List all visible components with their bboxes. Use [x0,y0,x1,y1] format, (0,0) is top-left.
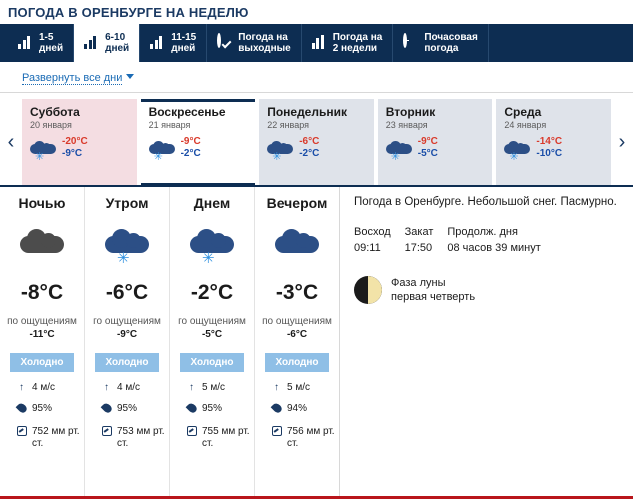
tab-11-15-days[interactable] [140,24,207,62]
period-temp: -2°C [190,281,234,304]
tab-11-15-days-label-top: 11-15 [171,32,197,43]
period-temp: -3°C [275,281,319,304]
period-night [0,187,84,496]
weather-description: Погода в Оренбурге. Небольшой снег. Пасмурно. [354,196,617,208]
period-temp: -6°C [105,281,149,304]
period-badge: Холодно [180,353,244,372]
period-feels-value: -9°C [116,329,138,340]
barometer-icon [271,426,282,440]
pressure-metric [186,426,250,450]
bars-icon [150,35,166,51]
tab-two-weeks-weather-label-top: Погода на [332,32,383,43]
sunset-value: 17:50 [404,242,433,254]
day-date: 21 января [148,120,191,130]
day-name: Понедельник [267,105,347,119]
cloud-icon [20,228,64,256]
tab-two-weeks-weather[interactable] [302,24,394,62]
day-high-temp: -9°C [417,136,438,147]
cloud-icon [275,228,319,256]
pressure-metric [271,426,335,450]
barometer-icon [186,426,197,440]
day-high-temp: -6°C [299,136,320,147]
wind-arrow-icon: ↑ [19,382,24,393]
period-badge: Холодно [10,353,74,372]
day-low-temp: -9°C [62,148,83,159]
period-columns [0,187,340,496]
wind-arrow-icon: ↑ [189,382,194,393]
sunrise-label: Восход [354,226,391,238]
wind-value: 4 м/с [117,382,140,393]
day-name: Среда [504,105,542,119]
tabbar [0,24,633,62]
tab-1-5-days-label-top: 1-5 [39,32,54,43]
prev-days-arrow[interactable]: ‹ [7,130,15,153]
wind-arrow-icon: ↑ [104,382,109,393]
cloud-snow-icon: ✳ [504,140,530,156]
wind-arrow-icon: ↑ [274,382,279,393]
period-evening [254,187,339,496]
daylength-value: 08 часов 39 минут [447,242,541,254]
pressure-metric [101,426,165,450]
wind-value: 5 м/с [202,382,225,393]
day-card-tuesday[interactable] [378,99,493,185]
humidity-value: 95% [117,403,138,414]
moon-label: Фаза луны [391,277,446,289]
tab-6-10-days[interactable] [74,24,140,62]
day-date: 22 января [267,120,310,130]
day-card-saturday[interactable] [22,99,137,185]
day-date: 23 января [385,120,428,130]
wind-metric [16,382,80,394]
tab-6-10-days-label-top: 6-10 [105,32,126,43]
day-card-sunday[interactable] [141,99,256,185]
day-name: Вторник [385,105,436,119]
day-low-temp: -2°C [299,148,320,159]
wind-metric [271,382,335,394]
barometer-icon [101,426,112,440]
moon-icon [354,276,382,304]
day-card-wednesday[interactable] [496,99,611,185]
humidity-metric [186,403,250,417]
water-drop-icon [16,403,27,417]
day-details-panel [0,185,633,496]
day-name: Суббота [30,105,80,119]
period-feels-value: -11°C [29,329,55,340]
cloud-snow-icon: ✳ [267,140,293,156]
day-strip [0,99,633,185]
page-title: ПОГОДА В ОРЕНБУРГЕ НА НЕДЕЛЮ [8,5,249,20]
day-name: Воскресенье [148,105,226,119]
humidity-metric [271,403,335,417]
pressure-value: 752 мм рт. ст. [32,426,80,449]
period-morning [84,187,169,496]
moon-phase [354,276,623,304]
sunset-label: Закат [404,226,434,238]
chevron-down-icon[interactable] [126,74,134,79]
weather-summary [340,187,633,496]
sunrise-value: 09:11 [354,242,381,254]
humidity-value: 95% [202,403,223,414]
bars-icon [312,35,328,51]
day-high-temp: -20°C [62,136,88,147]
humidity-metric [16,403,80,417]
bars-icon [18,35,34,51]
day-high-temp: -9°C [180,136,201,147]
day-high-temp: -14°C [536,136,563,147]
day-low-temp: -10°C [536,148,563,159]
day-cards [22,99,611,185]
period-title: Днем [193,195,231,211]
cloud-snow-icon: ✳ [386,140,412,156]
sunrise-column [354,226,391,254]
pressure-value: 753 мм рт. ст. [117,426,165,449]
bars-icon [84,35,100,51]
check-circle-icon [217,35,233,51]
period-temp: -8°C [20,281,64,304]
daylength-label: Продолж. дня [447,226,518,238]
day-low-temp: -2°C [180,148,201,159]
cloud-snow-icon: ✳ [190,228,234,256]
day-date: 20 января [30,120,72,130]
humidity-metric [101,403,165,417]
period-feels-label: по ощущениям [7,316,77,327]
wind-metric [101,382,165,394]
period-feels-label: го ощущениям [178,316,246,327]
cloud-snow-icon: ✳ [30,140,56,156]
tab-weekend-weather-label-top: Погода на [238,32,288,43]
period-feels-label: по ощущениям [262,316,332,327]
tab-1-5-days-label-bottom: дней [39,43,64,54]
day-date: 24 января [504,120,547,130]
water-drop-icon [101,403,112,417]
period-feels-value: -6°C [286,329,308,340]
next-days-arrow[interactable]: › [618,130,626,153]
tab-weekend-weather-label-bottom: выходные [238,43,291,54]
expand-all-days-link[interactable]: Развернуть все дни [22,72,123,84]
pressure-value: 756 мм рт. ст. [287,426,335,449]
tab-hourly-weather-label-top: Почасовая [424,32,478,43]
period-title: Утром [105,195,149,211]
day-card-monday[interactable] [259,99,374,185]
cloud-snow-icon: ✳ [149,140,175,156]
wind-metric [186,382,250,394]
pressure-metric [16,426,80,450]
clock-icon [403,35,419,51]
expand-row [0,62,633,93]
period-day [169,187,254,496]
tab-weekend-weather[interactable] [207,24,301,62]
period-feels-value: -5°C [201,329,223,340]
cloud-snow-icon: ✳ [105,228,149,256]
barometer-icon [16,426,27,440]
tab-6-10-days-label-bottom: дней [105,43,130,54]
tab-hourly-weather-label-bottom: погода [424,43,459,54]
daylength-column [447,226,540,254]
water-drop-icon [271,403,282,417]
wind-value: 4 м/с [32,382,55,393]
period-feels-label: го ощущениям [93,316,161,327]
bottom-accent-bar [0,496,633,499]
water-drop-icon [186,403,197,417]
tab-1-5-days[interactable] [8,24,74,62]
tab-two-weeks-weather-label-bottom: 2 недели [332,43,378,54]
sun-table [354,226,623,254]
period-badge: Холодно [95,353,159,372]
moon-value: первая четверть [391,291,476,303]
humidity-value: 94% [287,403,308,414]
day-low-temp: -5°C [417,148,438,159]
period-title: Ночью [18,195,66,211]
tab-hourly-weather[interactable] [393,24,489,62]
pressure-value: 755 мм рт. ст. [202,426,250,449]
wind-value: 5 м/с [287,382,310,393]
period-title: Вечером [266,195,328,211]
humidity-value: 95% [32,403,53,414]
period-badge: Холодно [265,353,329,372]
sunset-column [405,226,434,254]
tab-11-15-days-label-bottom: дней [171,43,196,54]
